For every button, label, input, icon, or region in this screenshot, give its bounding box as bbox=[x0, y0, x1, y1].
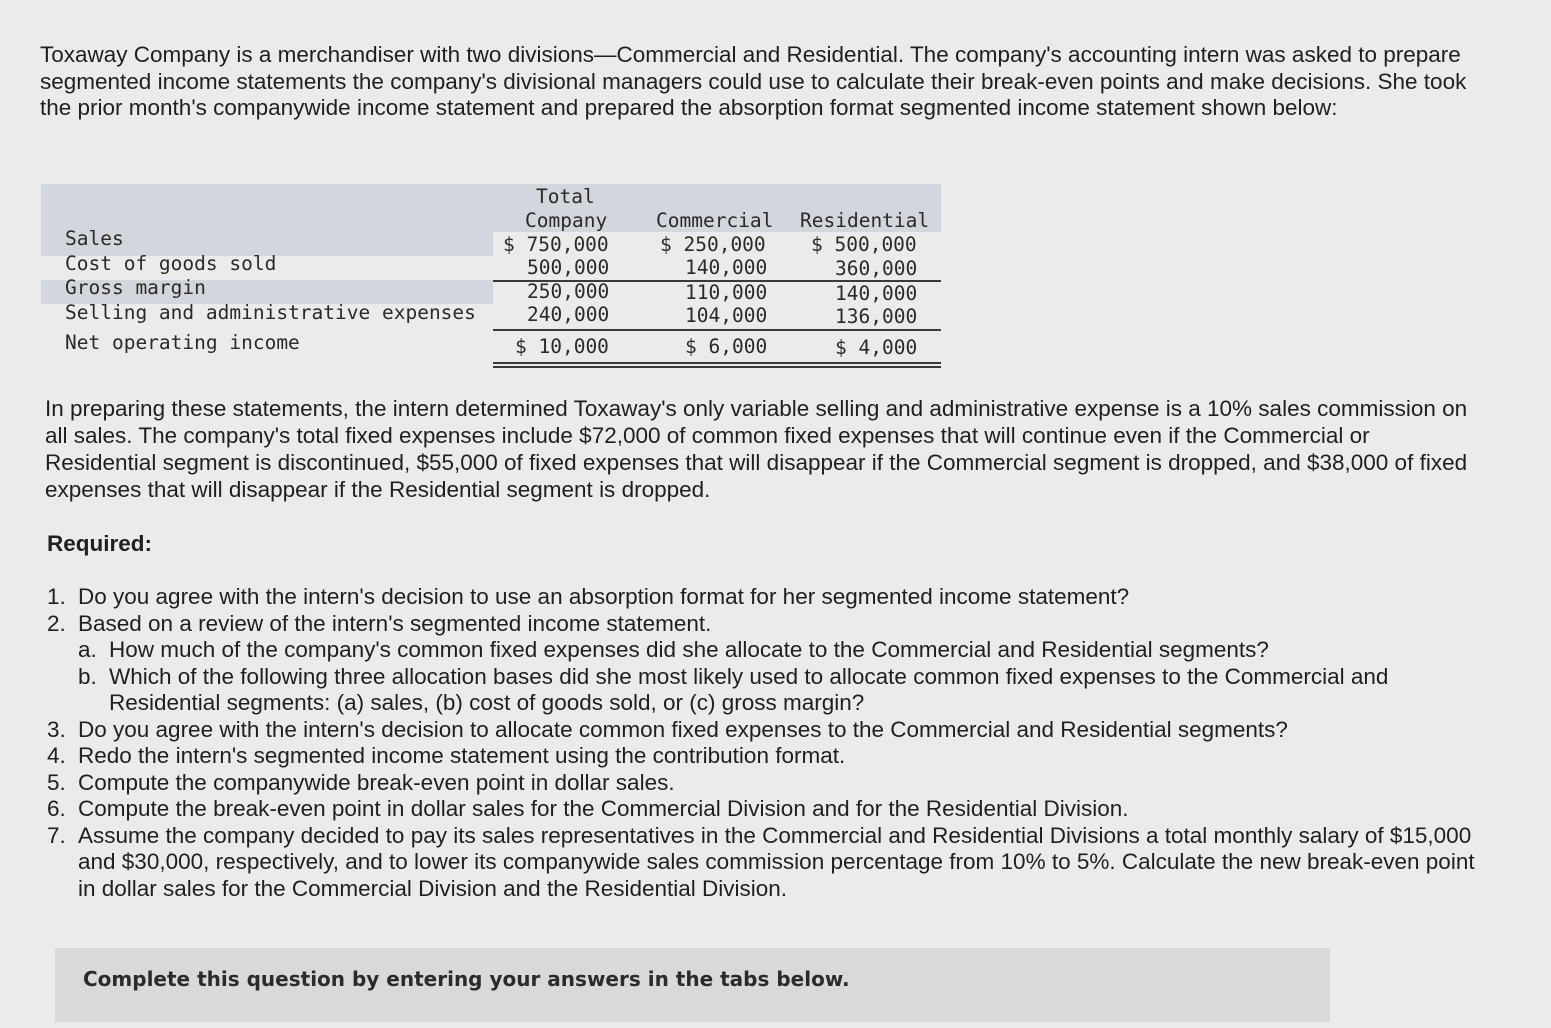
sales-commercial: $ 250,000 bbox=[660, 233, 766, 256]
cogs-commercial: 140,000 bbox=[685, 256, 768, 279]
requirement-item bbox=[47, 611, 1477, 638]
requirement-item bbox=[47, 584, 1477, 611]
gross-margin-residential: 140,000 bbox=[835, 282, 918, 305]
header-total-line1: Total bbox=[536, 185, 595, 208]
row-label-selling-admin: Selling and administrative expenses bbox=[65, 301, 476, 324]
requirement-number: 4. bbox=[47, 743, 66, 768]
cogs-total: 500,000 bbox=[527, 256, 610, 279]
requirement-letter: a. bbox=[78, 637, 97, 662]
total-double-rule-bottom bbox=[493, 366, 941, 368]
sales-residential: $ 500,000 bbox=[811, 233, 917, 256]
requirement-number: 7. bbox=[47, 822, 66, 848]
assumptions-paragraph bbox=[45, 395, 1485, 503]
required-heading: Required: bbox=[47, 531, 153, 556]
gross-margin-commercial: 110,000 bbox=[685, 281, 768, 304]
requirement-text: Based on a review of the intern's segmented income statement. bbox=[78, 610, 712, 636]
net-income-total: $ 10,000 bbox=[515, 335, 609, 358]
requirement-text: Compute the companywide break-even point in dollar sales. bbox=[78, 769, 675, 795]
requirement-text: How much of the company's common fixed expenses did she allocate to the Commercial and Residential segments? bbox=[109, 637, 1269, 662]
sales-total: $ 750,000 bbox=[503, 233, 609, 256]
requirement-letter: b. bbox=[78, 663, 97, 689]
net-income-commercial: $ 6,000 bbox=[685, 335, 768, 358]
requirement-item bbox=[47, 823, 1477, 903]
row-label-sales: Sales bbox=[65, 227, 124, 250]
requirement-text: Compute the break-even point in dollar sales for the Commercial Division and for the Residential Division. bbox=[78, 796, 1129, 821]
requirement-item bbox=[47, 770, 1477, 797]
requirements-list bbox=[47, 584, 1477, 902]
requirement-item bbox=[47, 796, 1477, 823]
requirement-number: 3. bbox=[47, 716, 66, 742]
answer-instructions-box bbox=[55, 948, 1330, 1022]
row-label-gross-margin: Gross margin bbox=[65, 276, 206, 299]
segmented-income-statement bbox=[41, 184, 941, 369]
header-commercial: Commercial bbox=[656, 209, 774, 232]
row-label-net-operating-income: Net operating income bbox=[65, 331, 300, 354]
requirement-item bbox=[47, 717, 1477, 744]
row-label-cogs: Cost of goods sold bbox=[65, 252, 277, 275]
net-income-residential: $ 4,000 bbox=[835, 336, 918, 359]
requirement-number: 2. bbox=[47, 610, 66, 636]
selling-admin-total: 240,000 bbox=[527, 303, 610, 326]
subtotal-rule bbox=[493, 329, 941, 331]
cogs-residential: 360,000 bbox=[835, 257, 918, 280]
intro-text: Toxaway Company is a merchandiser with two divisions—Commercial and Residential. The company's accounting intern was asked to prepare segmented income statements the company's divisional managers could use to calculate their break-even points and make decisions. She took the prior month's companywide income statement and prepared the absorption format segmented income statement shown below: bbox=[40, 42, 1467, 120]
header-residential: Residential bbox=[800, 209, 930, 232]
answer-instructions-text: Complete this question by entering your answers in the tabs below. bbox=[83, 967, 850, 991]
assumptions-text: In preparing these statements, the intern determined Toxaway's only variable selling and administrative expense is a 10% sales commission on all sales. The company's total fixed expenses include $72,000 of common fixed expenses that will continue even if the Commercial or Residential segment is discontinued, $55,000 of fixed expenses that will disappear if the Commercial segment is dropped, and $38,000 of fixed expenses that will disappear if the Residential segment is dropped. bbox=[45, 396, 1468, 502]
header-total-line2: Company bbox=[525, 209, 608, 232]
requirement-subitem bbox=[47, 637, 1477, 664]
requirement-text: Which of the following three allocation bases did she most likely used to allocate common fixed expenses to the Commercial and Residential segments: (a) sales, (b) cost of goods sold, or (c) gross margin? bbox=[109, 663, 1389, 715]
requirement-text: Do you agree with the intern's decision to use an absorption format for her segmented income statement? bbox=[78, 584, 1130, 609]
requirement-number: 6. bbox=[47, 796, 66, 821]
intro-paragraph bbox=[40, 42, 1480, 122]
requirement-subitem bbox=[47, 664, 1477, 717]
selling-admin-commercial: 104,000 bbox=[685, 304, 768, 327]
requirement-text: Redo the intern's segmented income statement using the contribution format. bbox=[78, 743, 846, 768]
requirement-text: Assume the company decided to pay its sales representatives in the Commercial and Residential Divisions a total monthly salary of $15,000 and $30,000, respectively, and to lower its companywide sales commission percentage from 10% to 5%. Calculate the new break-even point in dollar sales for the Commercial Division and the Residential Division. bbox=[78, 822, 1475, 901]
total-double-rule-top bbox=[493, 362, 941, 364]
requirement-item bbox=[47, 743, 1477, 770]
requirement-text: Do you agree with the intern's decision to allocate common fixed expenses to the Commercial and Residential segments? bbox=[78, 716, 1288, 742]
gross-margin-total: 250,000 bbox=[527, 280, 610, 303]
requirement-number: 5. bbox=[47, 769, 66, 795]
requirement-number: 1. bbox=[47, 584, 66, 609]
selling-admin-residential: 136,000 bbox=[835, 305, 918, 328]
